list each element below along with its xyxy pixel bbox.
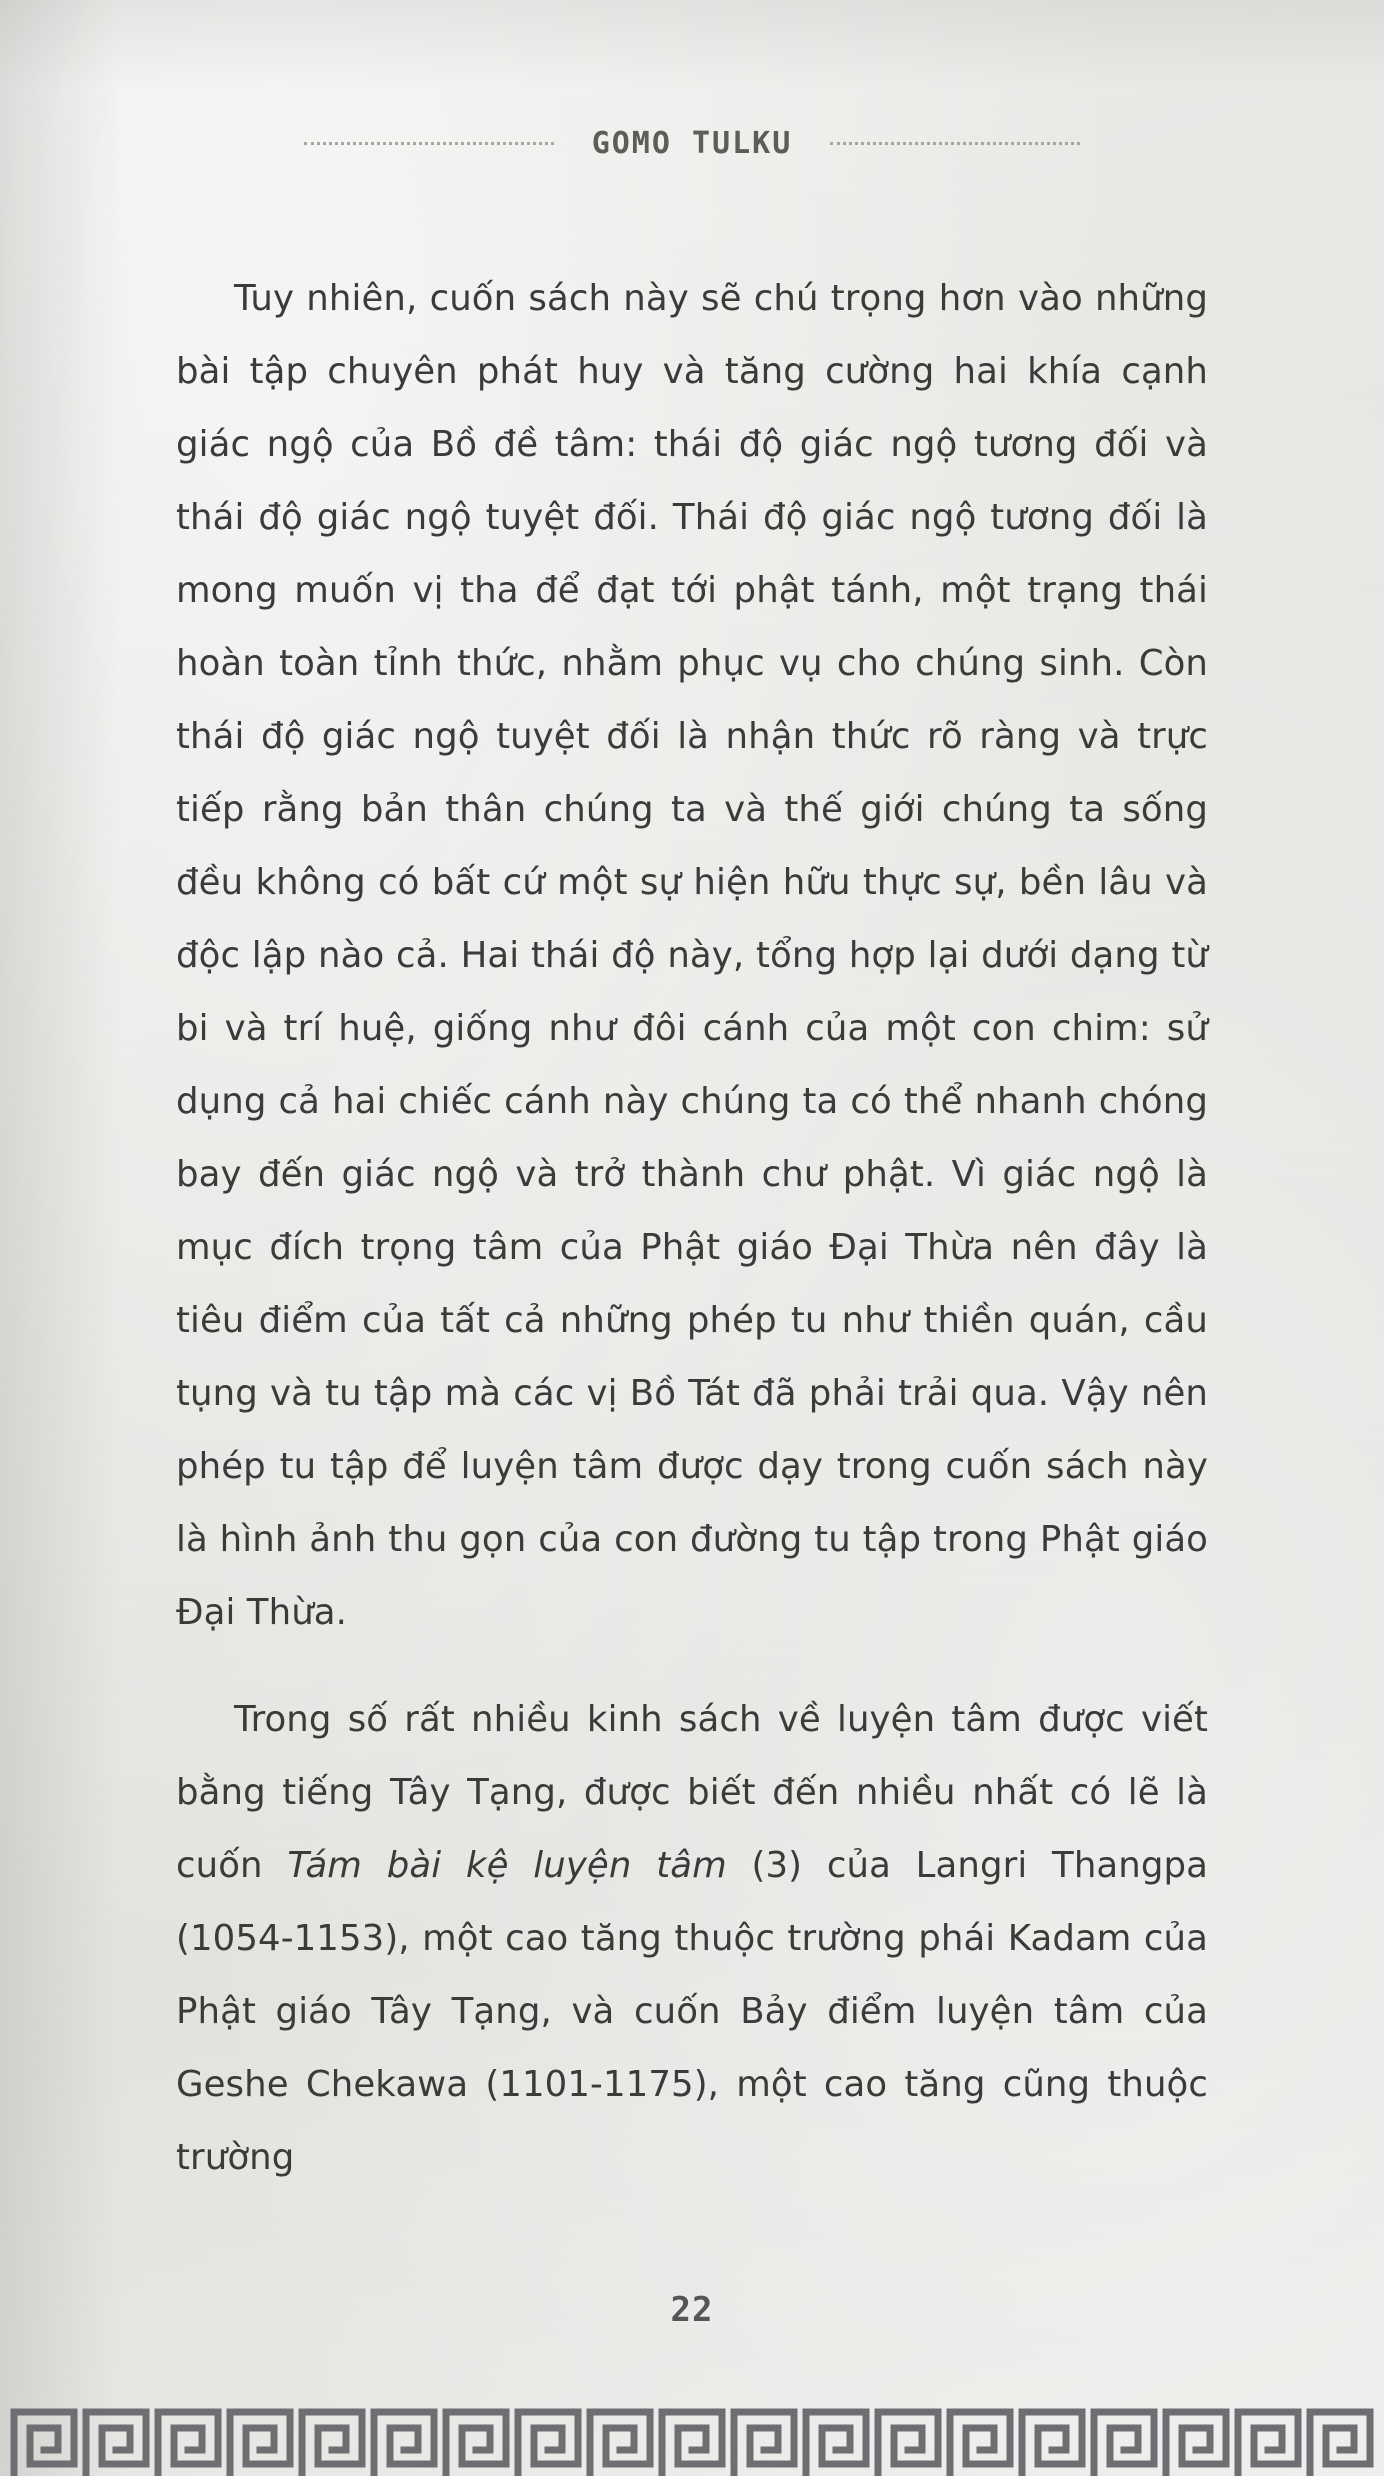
greek-key-unit [1160,2402,1232,2476]
page-body [176,262,1208,2194]
text-run: Tuy nhiên, cuốn sách này sẽ chú trọng hơn vào những bài tập chuyên phát huy và tăng cường hai khía cạnh giác ngộ của Bồ đề tâm: thái độ giác ngộ tương đối và thái độ giác ngộ tuyệt đối. Thái độ giác ngộ tương đối là mong muốn vị tha để đạt tới phật tánh, một trạng thái hoàn toàn tỉnh thức, nhằm phục vụ cho chúng sinh. Còn thái độ giác ngộ tuyệt đối là nhận thức rõ ràng và trực tiếp rằng bản thân chúng ta và thế giới chúng ta sống đều không có bất cứ một sự hiện hữu thực sự, bền lâu và độc lập nào cả. Hai thái độ này, tổng hợp lại dưới dạng từ bi và trí huệ, giống như đôi cánh của một con chim: sử dụng cả hai chiếc cánh này chúng ta có thể nhanh chóng bay đến giác ngộ và trở thành chư phật. Vì giác ngộ là mục đích trọng tâm của Phật giáo Đại Thừa nên đây là tiêu điểm của tất cả những phép tu như thiền quán, cầu tụng và tu tập mà các vị Bồ Tát đã phải trải qua. Vậy nên phép tu tập để luyện tâm được dạy trong cuốn sách này là hình ảnh thu gọn của con đường tu tập trong Phật giáo Đại Thừa. [176,278,1208,1633]
greek-key-unit [872,2402,944,2476]
text-run: Tám bài kệ luyện tâm [287,1845,727,1886]
running-head-title: GOMO TULKU [591,125,793,161]
page-edge-shadow-top [0,0,1384,90]
paragraph-1 [176,262,1208,1649]
text-run: Trong số rất nhiều kinh sách về luyện tâm được viết bằng tiếng Tây Tạng, được biết đến nhiều nhất có lẽ là cuốn [176,1699,1208,1886]
page-number: 22 [670,2290,714,2330]
greek-key-unit [584,2402,656,2476]
running-head [0,120,1384,166]
dotted-rule-left-icon [304,136,554,150]
greek-key-unit [728,2402,800,2476]
greek-key-unit [1232,2402,1304,2476]
greek-key-unit [80,2402,152,2476]
paragraph-2 [176,1683,1208,2194]
greek-key-unit [224,2402,296,2476]
greek-key-unit [440,2402,512,2476]
greek-key-unit [368,2402,440,2476]
text-run: (3) của Langri Thangpa (1054-1153), một cao tăng thuộc trường phái Kadam của Phật giáo Tây Tạng, và cuốn Bảy điểm luyện tâm của Geshe Chekawa (1101-1175), một cao tăng cũng thuộc trường [176,1845,1208,2178]
greek-key-unit [656,2402,728,2476]
greek-key-unit [1304,2402,1376,2476]
greek-key-unit [152,2402,224,2476]
greek-key-unit [1088,2402,1160,2476]
greek-key-unit [512,2402,584,2476]
greek-key-unit [1016,2402,1088,2476]
greek-key-unit [800,2402,872,2476]
greek-key-unit [944,2402,1016,2476]
greek-key-unit [8,2402,80,2476]
page-edge-shadow-left [0,0,120,2476]
footer-greek-key-border [0,2390,1384,2476]
greek-key-unit [296,2402,368,2476]
dotted-rule-right-icon [830,136,1080,150]
